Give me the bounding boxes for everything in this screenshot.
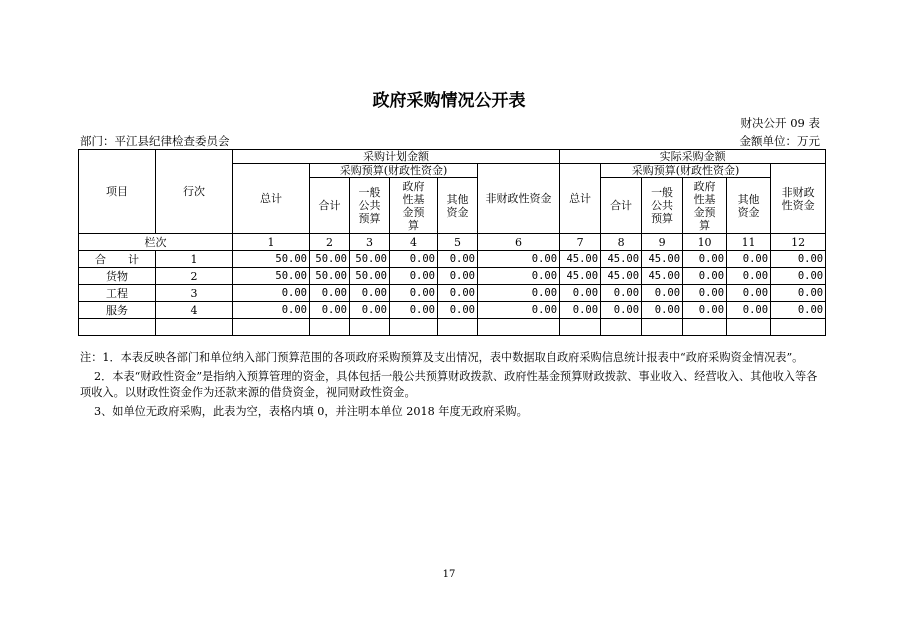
cell-value: 0.00 (771, 302, 826, 319)
header-planned-budget: 采购预算(财政性资金) (310, 164, 478, 178)
cell-value: 0.00 (601, 285, 642, 302)
cell-value: 0.00 (390, 268, 438, 285)
cell-value: 0.00 (390, 302, 438, 319)
cell-value: 0.00 (560, 285, 601, 302)
row-name: 货物 (79, 268, 156, 285)
column-number: 6 (478, 234, 560, 251)
row-name: 工程 (79, 285, 156, 302)
column-number-label: 栏次 (79, 234, 233, 251)
header-actual-general: 一般公共预算 (642, 178, 683, 234)
cell-value: 0.00 (683, 302, 727, 319)
row-number: 3 (156, 285, 233, 302)
cell-value: 0.00 (438, 285, 478, 302)
column-number: 12 (771, 234, 826, 251)
form-number: 财决公开 09 表 (740, 116, 820, 130)
header-actual-subtotal: 合计 (601, 178, 642, 234)
column-number: 5 (438, 234, 478, 251)
department-label: 部门：平江县纪律检查委员会 (80, 134, 230, 148)
row-number: 2 (156, 268, 233, 285)
cell-value: 0.00 (771, 285, 826, 302)
cell-value: 0.00 (438, 268, 478, 285)
header-planned-general: 一般公共预算 (350, 178, 390, 234)
cell-value: 45.00 (642, 268, 683, 285)
header-planned: 采购计划金额 (233, 150, 560, 164)
cell-value: 0.00 (478, 268, 560, 285)
header-planned-subtotal: 合计 (310, 178, 350, 234)
cell-value: 0.00 (560, 302, 601, 319)
column-number: 10 (683, 234, 727, 251)
row-name: 合 计 (79, 251, 156, 268)
cell-value: 0.00 (478, 251, 560, 268)
note-2: 2．本表“财政性资金”是指纳入预算管理的资金，具体包括一般公共预算财政拨款、政府性基金预算财政拨款、事业收入、经营收入、其他收入等各项收入。以财政性资金作为还款来源的借贷资金，视同财政性资金。 (80, 370, 818, 399)
table-row-services (79, 302, 826, 319)
cell-value: 0.00 (771, 251, 826, 268)
cell-value: 45.00 (642, 251, 683, 268)
column-number: 3 (350, 234, 390, 251)
cell-value: 0.00 (727, 285, 771, 302)
header-planned-nonfiscal: 非财政性资金 (478, 164, 560, 234)
header-actual-nonfiscal: 非财政性资金 (771, 164, 826, 234)
cell-value: 50.00 (310, 268, 350, 285)
row-name: 服务 (79, 302, 156, 319)
amount-unit-label: 金额单位：万元 (739, 134, 820, 148)
cell-value: 50.00 (233, 251, 310, 268)
page-title: 政府采购情况公开表 (372, 91, 526, 111)
table-row-engineering (79, 285, 826, 302)
page-number: 17 (442, 569, 456, 580)
table-row-total (79, 251, 826, 268)
column-number: 8 (601, 234, 642, 251)
cell-value: 0.00 (233, 285, 310, 302)
header-planned-total: 总计 (233, 164, 310, 234)
cell-value: 0.00 (642, 302, 683, 319)
table-row-goods (79, 268, 826, 285)
cell-value: 0.00 (233, 302, 310, 319)
notes-section (80, 350, 820, 423)
cell-value: 0.00 (478, 302, 560, 319)
cell-value: 0.00 (683, 251, 727, 268)
cell-value: 45.00 (601, 268, 642, 285)
table-row-blank (79, 319, 826, 336)
cell-value: 0.00 (683, 268, 727, 285)
header-actual: 实际采购金额 (560, 150, 826, 164)
cell-value: 50.00 (310, 251, 350, 268)
cell-value: 0.00 (438, 302, 478, 319)
note-1: 注：1．本表反映各部门和单位纳入部门预算范围的各项政府采购预算及支出情况，表中数据取自政府采购信息统计报表中“政府采购资金情况表”。 (80, 351, 804, 364)
column-number: 1 (233, 234, 310, 251)
header-actual-total: 总计 (560, 164, 601, 234)
cell-value: 0.00 (727, 302, 771, 319)
header-actual-other: 其他资金 (727, 178, 771, 234)
row-number: 1 (156, 251, 233, 268)
cell-value: 50.00 (350, 251, 390, 268)
header-planned-other: 其他资金 (438, 178, 478, 234)
header-item: 项目 (79, 150, 156, 234)
cell-value: 0.00 (601, 302, 642, 319)
cell-value: 0.00 (310, 285, 350, 302)
column-number: 4 (390, 234, 438, 251)
cell-value: 50.00 (350, 268, 390, 285)
cell-value: 45.00 (601, 251, 642, 268)
cell-value: 0.00 (390, 285, 438, 302)
cell-value: 45.00 (560, 251, 601, 268)
cell-value: 0.00 (438, 251, 478, 268)
cell-value: 0.00 (727, 251, 771, 268)
cell-value: 0.00 (642, 285, 683, 302)
cell-value: 0.00 (683, 285, 727, 302)
cell-value: 0.00 (727, 268, 771, 285)
header-row-no: 行次 (156, 150, 233, 234)
cell-value: 0.00 (310, 302, 350, 319)
header-planned-fund: 政府性基金预算 (390, 178, 438, 234)
cell-value: 45.00 (560, 268, 601, 285)
header-actual-fund: 政府性基金预算 (683, 178, 727, 234)
cell-value: 50.00 (233, 268, 310, 285)
note-3: 3、如单位无政府采购，此表为空，表格内填 0，并注明本单位 2018 年度无政府采购。 (94, 405, 528, 418)
column-number: 2 (310, 234, 350, 251)
header-actual-budget: 采购预算(财政性资金) (601, 164, 771, 178)
cell-value: 0.00 (350, 302, 390, 319)
procurement-table (78, 149, 826, 336)
cell-value: 0.00 (390, 251, 438, 268)
column-number: 9 (642, 234, 683, 251)
row-number: 4 (156, 302, 233, 319)
cell-value: 0.00 (350, 285, 390, 302)
column-number: 11 (727, 234, 771, 251)
cell-value: 0.00 (771, 268, 826, 285)
cell-value: 0.00 (478, 285, 560, 302)
column-number: 7 (560, 234, 601, 251)
